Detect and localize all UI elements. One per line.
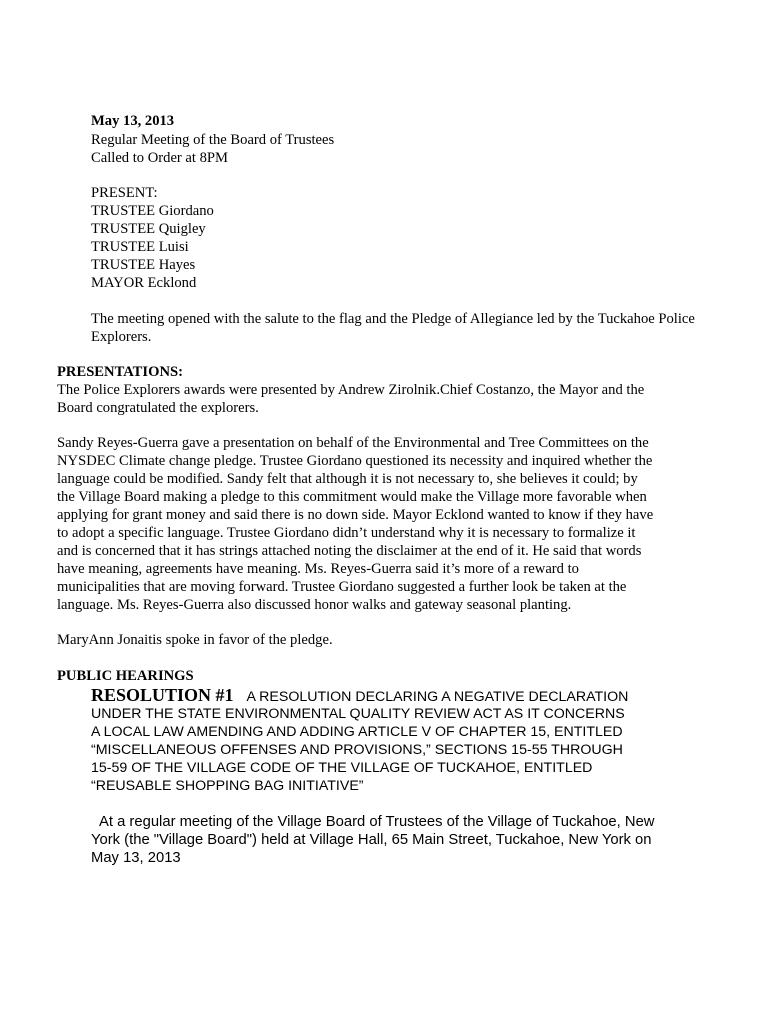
resolution-title-line: “MISCELLANEOUS OFFENSES AND PROVISIONS,” SECTIONS 15-55 THROUGH <box>91 742 623 758</box>
presentation-detail-line: language. Ms. Reyes-Guerra also discussed honor walks and gateway seasonal planting. <box>57 597 572 613</box>
member-line: TRUSTEE Giordano <box>91 203 214 219</box>
member-line: TRUSTEE Luisi <box>91 239 189 255</box>
resolution-title-line: 15-59 OF THE VILLAGE CODE OF THE VILLAGE OF TUCKAHOE, ENTITLED <box>91 760 593 776</box>
resolution-title-line: A LOCAL LAW AMENDING AND ADDING ARTICLE V OF CHAPTER 15, ENTITLED <box>91 724 623 740</box>
presentation-detail-line: NYSDEC Climate change pledge. Trustee Giordano questioned its necessity and inquired whether the <box>57 453 653 469</box>
public-hearings-heading: PUBLIC HEARINGS <box>57 668 194 684</box>
presentation-detail-line: and is concerned that it has strings attached noting the disclaimer at the end of it. He said that words <box>57 543 642 559</box>
meeting-type: Regular Meeting of the Board of Trustees <box>91 132 335 148</box>
opening-line: Explorers. <box>91 329 152 345</box>
meeting-statement-line: York (the "Village Board") held at Village Hall, 65 Main Street, Tuckahoe, New York on <box>91 832 652 848</box>
presentation-detail-line: have meaning, agreements have meaning. Ms. Reyes-Guerra said it’s more of a reward to <box>57 561 579 577</box>
pledge-support-line: MaryAnn Jonaitis spoke in favor of the pledge. <box>57 632 333 648</box>
opening-line: The meeting opened with the salute to the flag and the Pledge of Allegiance led by the Tuckahoe Police <box>91 311 695 327</box>
present-heading: PRESENT: <box>91 185 158 201</box>
member-line: MAYOR Ecklond <box>91 275 197 291</box>
resolution-title-line: “REUSABLE SHOPPING BAG INITIATIVE” <box>91 778 364 794</box>
resolution-title-line: UNDER THE STATE ENVIRONMENTAL QUALITY REVIEW ACT AS IT CONCERNS <box>91 706 625 722</box>
called-to-order: Called to Order at 8PM <box>91 150 228 166</box>
presentation-detail-line: applying for grant money and said there is no down side. Mayor Ecklond wanted to know if they have <box>57 507 654 523</box>
member-line: TRUSTEE Quigley <box>91 221 206 237</box>
presentation-detail-line: Sandy Reyes-Guerra gave a presentation on behalf of the Environmental and Tree Committees on the <box>57 435 649 451</box>
resolution-title: A RESOLUTION DECLARING A NEGATIVE DECLARATION <box>246 689 629 705</box>
presentation-detail-line: the Village Board making a pledge to this commitment would make the Village more favorable when <box>57 489 647 505</box>
presentations-paragraph-line: Board congratulated the explorers. <box>57 400 259 416</box>
presentations-heading: PRESENTATIONS: <box>57 364 183 380</box>
presentations-paragraph-line: The Police Explorers awards were presented by Andrew Zirolnik.Chief Costanzo, the Mayor and the <box>57 382 645 398</box>
member-line: TRUSTEE Hayes <box>91 257 196 273</box>
presentation-detail-line: language could be modified. Sandy felt that although it is not necessary to, she believes it could; by <box>57 471 638 487</box>
presentation-detail-line: to adopt a specific language. Trustee Giordano didn’t understand why it is necessary to formalize it <box>57 525 636 541</box>
meeting-date: May 13, 2013 <box>91 113 175 129</box>
resolution-label: RESOLUTION #1 <box>91 685 234 705</box>
meeting-statement-line: At a regular meeting of the Village Board of Trustees of the Village of Tuckahoe, New <box>99 814 655 830</box>
meeting-statement-line: May 13, 2013 <box>91 850 181 866</box>
presentation-detail-line: municipalities that are moving forward. Trustee Giordano suggested a further look be taken at the <box>57 579 627 595</box>
